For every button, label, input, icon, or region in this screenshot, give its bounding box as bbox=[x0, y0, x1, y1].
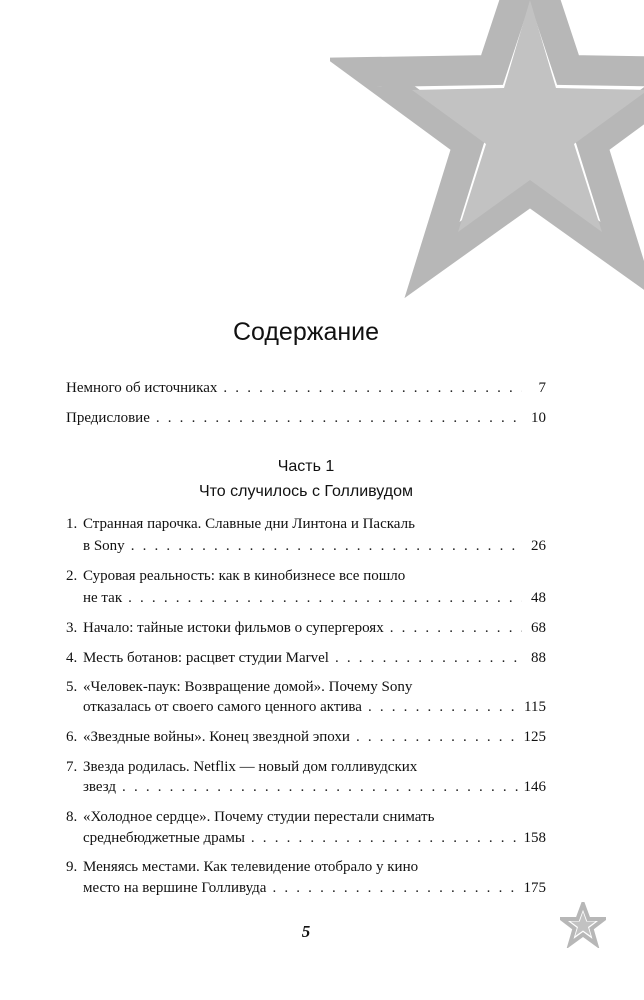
dot-leader bbox=[156, 410, 522, 427]
chapter-title: «Холодное сердце». Почему студии перестали снимать bbox=[83, 809, 435, 825]
chapter-title: Месть ботанов: расцвет студии Marvel bbox=[83, 650, 329, 666]
chapter-2-line2[interactable] bbox=[83, 590, 546, 610]
toc-page-number: 158 bbox=[523, 830, 546, 846]
part-title: Что случилось с Голливудом bbox=[198, 483, 413, 500]
chapter-number: 1. bbox=[66, 516, 78, 532]
chapter-number: 5. bbox=[66, 679, 78, 695]
chapter-9-line2[interactable] bbox=[83, 880, 546, 900]
chapter-title-cont: звезд bbox=[83, 779, 117, 795]
toc-page-number: 146 bbox=[523, 779, 546, 795]
chapter-title-cont: не так bbox=[83, 590, 123, 606]
chapter-title: Суровая реальность: как в кинобизнесе все пошло bbox=[83, 568, 406, 584]
toc-entry-preface[interactable] bbox=[66, 410, 546, 430]
chapter-title: «Звездные войны». Конец звездной эпохи bbox=[83, 729, 350, 745]
chapter-1-line2[interactable] bbox=[83, 538, 546, 558]
chapter-title: Меняясь местами. Как телевидение отобрало у кино bbox=[83, 859, 419, 875]
chapter-title: Странная парочка. Славные дни Линтона и Паскаль bbox=[83, 516, 415, 532]
chapter-number: 3. bbox=[66, 620, 78, 636]
chapter-8-line2[interactable] bbox=[83, 830, 546, 850]
chapter-4[interactable] bbox=[66, 650, 546, 670]
chapter-3[interactable] bbox=[66, 620, 546, 640]
chapter-number: 4. bbox=[66, 650, 78, 666]
chapter-7-line2[interactable] bbox=[83, 779, 546, 799]
chapter-title-cont: место на вершине Голливуда bbox=[83, 880, 267, 896]
chapter-number: 8. bbox=[66, 809, 78, 825]
dot-leader bbox=[356, 729, 518, 746]
chapter-title-cont: в Sony bbox=[83, 538, 125, 554]
toc-page-number: 7 bbox=[538, 380, 546, 396]
chapter-7-line1[interactable] bbox=[66, 759, 546, 779]
page-number: 5 bbox=[301, 922, 311, 941]
chapter-number: 6. bbox=[66, 729, 78, 745]
toc-page-number: 88 bbox=[531, 650, 546, 666]
part-number: Часть 1 bbox=[277, 458, 335, 475]
chapter-number: 7. bbox=[66, 759, 78, 775]
chapter-title: Звезда родилась. Netflix — новый дом голливудских bbox=[83, 759, 418, 775]
dot-leader bbox=[251, 830, 518, 847]
toc-page-number: 48 bbox=[531, 590, 546, 606]
dot-leader bbox=[128, 590, 522, 607]
chapter-title-cont: среднебюджетные драмы bbox=[83, 830, 245, 846]
toc-page-number: 10 bbox=[531, 410, 546, 426]
toc-page-number: 125 bbox=[523, 729, 546, 745]
dot-leader bbox=[368, 699, 518, 716]
toc-page-number: 175 bbox=[523, 880, 546, 896]
toc-page-number: 115 bbox=[524, 699, 546, 715]
toc-page-number: 68 bbox=[531, 620, 546, 636]
chapter-6[interactable] bbox=[66, 729, 546, 749]
dot-leader bbox=[223, 380, 522, 397]
chapter-title: «Человек-паук: Возвращение домой». Почему Sony bbox=[83, 679, 413, 695]
chapter-5-line1[interactable] bbox=[66, 679, 546, 699]
chapter-number: 2. bbox=[66, 568, 78, 584]
dot-leader bbox=[335, 650, 522, 667]
chapter-2-line1[interactable] bbox=[66, 568, 546, 588]
chapter-8-line1[interactable] bbox=[66, 809, 546, 829]
chapter-title: Начало: тайные истоки фильмов о супергероях bbox=[83, 620, 384, 636]
dot-leader bbox=[272, 880, 517, 897]
chapter-title-cont: отказалась от своего самого ценного актива bbox=[83, 699, 362, 715]
toc-entry-title: Предисловие bbox=[66, 410, 150, 426]
large-star-icon bbox=[330, 0, 644, 320]
toc-entry-sources[interactable] bbox=[66, 380, 546, 400]
chapter-number: 9. bbox=[66, 859, 78, 875]
chapter-1-line1[interactable] bbox=[66, 516, 546, 536]
toc-page-number: 26 bbox=[531, 538, 546, 554]
chapter-9-line1[interactable] bbox=[66, 859, 546, 879]
page-title: Содержание bbox=[232, 318, 380, 346]
dot-leader bbox=[122, 779, 517, 796]
dot-leader bbox=[131, 538, 522, 555]
toc-entry-title: Немного об источниках bbox=[66, 380, 218, 396]
dot-leader bbox=[390, 620, 522, 637]
chapter-5-line2[interactable] bbox=[83, 699, 546, 719]
